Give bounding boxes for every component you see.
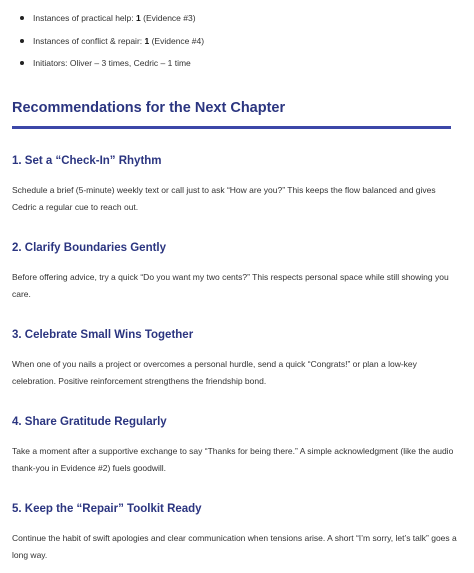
stat-label: Instances of conflict & repair: <box>33 36 145 46</box>
stat-label: Instances of practical help: <box>33 13 137 23</box>
list-item-text <box>33 12 196 24</box>
bullet-icon <box>20 61 24 65</box>
recommendation-heading: 3. Celebrate Small Wins Together <box>12 329 194 341</box>
recommendation-text: When one of you nails a project or overcomes a personal hurdle, send a quick “Congrats!” or plan a low-key celebration. Positive reinforcement strengthens the friendship bond. <box>12 359 417 386</box>
section-divider <box>12 126 451 129</box>
recommendation-heading: 4. Share Gratitude Regularly <box>12 416 167 428</box>
recommendation-heading: 5. Keep the “Repair” Toolkit Ready <box>12 503 202 515</box>
stat-value: 1 <box>136 13 141 23</box>
list-item-text <box>33 35 204 47</box>
stat-note: (Evidence #3) <box>140 13 196 23</box>
bullet-icon <box>20 16 24 20</box>
stat-note: (Evidence #4) <box>149 36 205 46</box>
recommendation-text: Schedule a brief (5-minute) weekly text or call just to ask “How are you?” This keeps the flow balanced and gives Cedric a regular cue to reach out. <box>12 185 436 212</box>
recommendation-text: Before offering advice, try a quick “Do you want my two cents?” This respects personal space while still showing you care. <box>12 272 449 299</box>
stat-value: 1 <box>144 36 150 46</box>
recommendation-text: Continue the habit of swift apologies and clear communication when tensions arise. A short “I’m sorry, let’s talk” goes a long way. <box>12 533 457 560</box>
list-item-text <box>33 57 191 69</box>
recommendation-heading: 1. Set a “Check-In” Rhythm <box>12 155 162 167</box>
recommendation-heading: 2. Clarify Boundaries Gently <box>12 242 167 254</box>
section-title: Recommendations for the Next Chapter <box>12 100 286 116</box>
stat-label: Initiators: Oliver – 3 times, Cedric – 1 time <box>33 58 191 68</box>
recommendation-text: Take a moment after a supportive exchange to say “Thanks for being there.” A simple acknowledgment (like the audio thank-you in Evidence #2) fuels goodwill. <box>12 446 454 473</box>
bullet-icon <box>20 39 24 43</box>
